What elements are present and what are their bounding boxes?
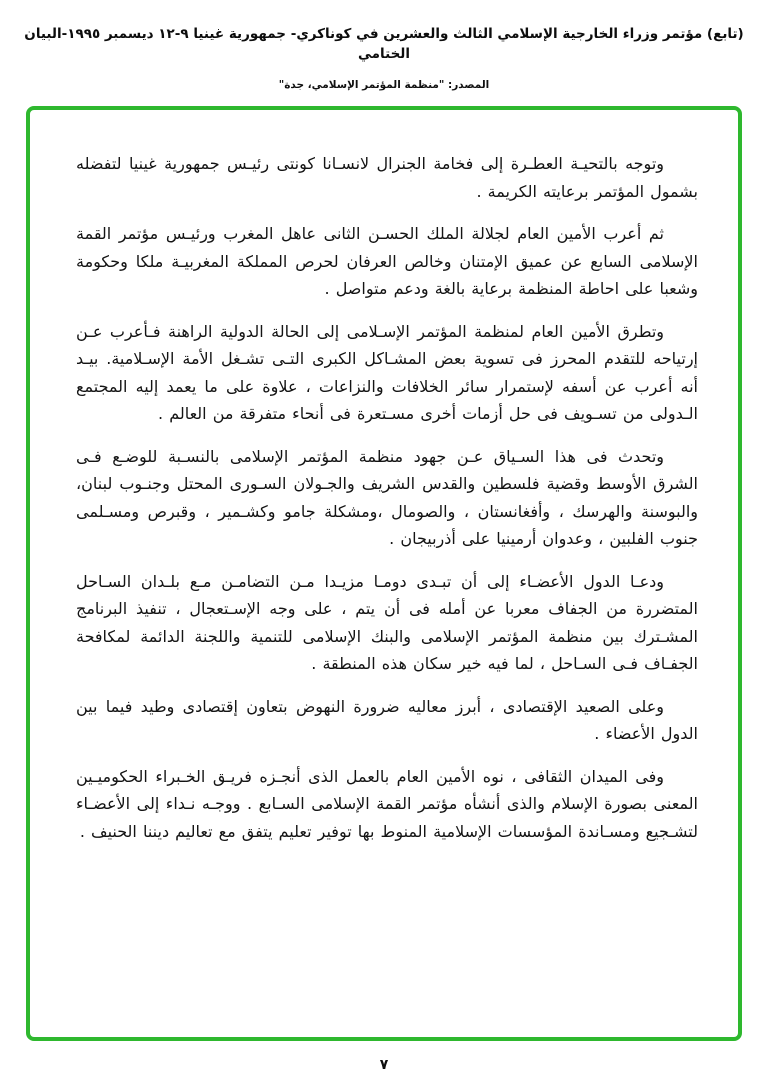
paragraph-international-situation: وتطرق الأمين العام لمنظمة المؤتمر الإسـلامى إلى الحالة الدولية الراهنة فـأعرب عـن إرتياحه للتقدم المحرز فى تسوية بعض المشـاكل الكبرى التـى تشـغل الأمة الإسـلامية. بيـد أنه أعرب عن أسفه لإستمرار سائر الخلافات والنزاعات ، علاوة على ما يعمد إليه المجتمع الـدولى من تسـويف فى حل أزمات أخرى مسـتعرة فى أنحاء متفرقة من العالم . xyxy=(76,321,698,423)
page-number: ٧ xyxy=(379,1057,389,1073)
document-source-line: المصدر: "منظمة المؤتمر الإسلامي، جدة" xyxy=(278,78,490,91)
paragraph-oic-efforts-regions: وتحدث فى هذا السـياق عـن جهود منظمة المؤتمر الإسلامى بالنسـبة للوضـع فـى الشرق الأوسط وقضية فلسطين والقدس الشريف والجـولان السـورى المحتل وجنـوب لبنان، والبوسنة والهرسك ، وأفغانستان ، والصومال ،ومشكلة جامو وكشـمير ، وقبرص ومسـلمى جنوب الفلبين ، وعدوان أرمينيا على أذربيجان . xyxy=(76,446,698,548)
paragraph-greeting-president: وتوجه بالتحيـة العطـرة إلى فخامة الجنرال لانسـانا كونتى رئيـس جمهورية غينيا لتفضله بشمول المؤتمر برعايته الكريمة . xyxy=(76,154,698,201)
paragraph-economic-cooperation: وعلى الصعيد الإقتصادى ، أبرز معاليه ضرورة النهوض بتعاون إقتصادى وطيد فيما بين الدول الأعضاء . xyxy=(76,696,698,743)
paragraph-king-hassan-gratitude: ثم أعرب الأمين العام لجلالة الملك الحسـن الثانى عاهل المغرب ورئيـس مؤتمر القمة الإسلامى السابع عن عميق الإمتنان وخالص العرفان لحرص المملكة المغربيـة ملكا وحكومة وشعبا على احاطة المنظمة برعاية بالغة ودعم متواصل . xyxy=(76,224,698,298)
green-border-content-box xyxy=(26,106,742,1041)
paragraph-sahel-solidarity: ودعـا الدول الأعضـاء إلى أن تبـدى دومـا مزيـدا مـن التضامـن مـع بلـدان السـاحل المتضررة من الجفاف معربا عن أمله فى أن يتم ، على وجه الإسـتعجال ، تنفيذ البرنامج المشـترك بين منظمة المؤتمر الإسلامى والبنك الإسلامى للتنمية واللجنة الدائمة لمكافحة الجفـاف فـى السـاحل ، لما فيه خير سكان هذه المنطقة . xyxy=(76,571,698,673)
document-title: (تابع) مؤتمر وزراء الخارجية الإسلامي الثالث والعشرين في كوناكري- جمهورية غينيا ٩-١٢ ديسمبر ١٩٩٥-البيان الختامي xyxy=(24,26,744,63)
paragraph-cultural-field: وفى الميدان الثقافى ، نوه الأمين العام بالعمل الذى أنجـزه فريـق الخـبراء الحكوميـين المعنى بصورة الإسلام والذى أنشأه مؤتمر القمة الإسلامى السـابع . ووجـه نـداء إلى الأعضـاء لتشـجيع ومسـاندة المؤسسات الإسلامية المنوط بها توفير تعليم يتفق مع تعاليم ديننا الحنيف . xyxy=(76,766,698,841)
document-header xyxy=(0,24,768,91)
page-footer xyxy=(0,1054,768,1073)
